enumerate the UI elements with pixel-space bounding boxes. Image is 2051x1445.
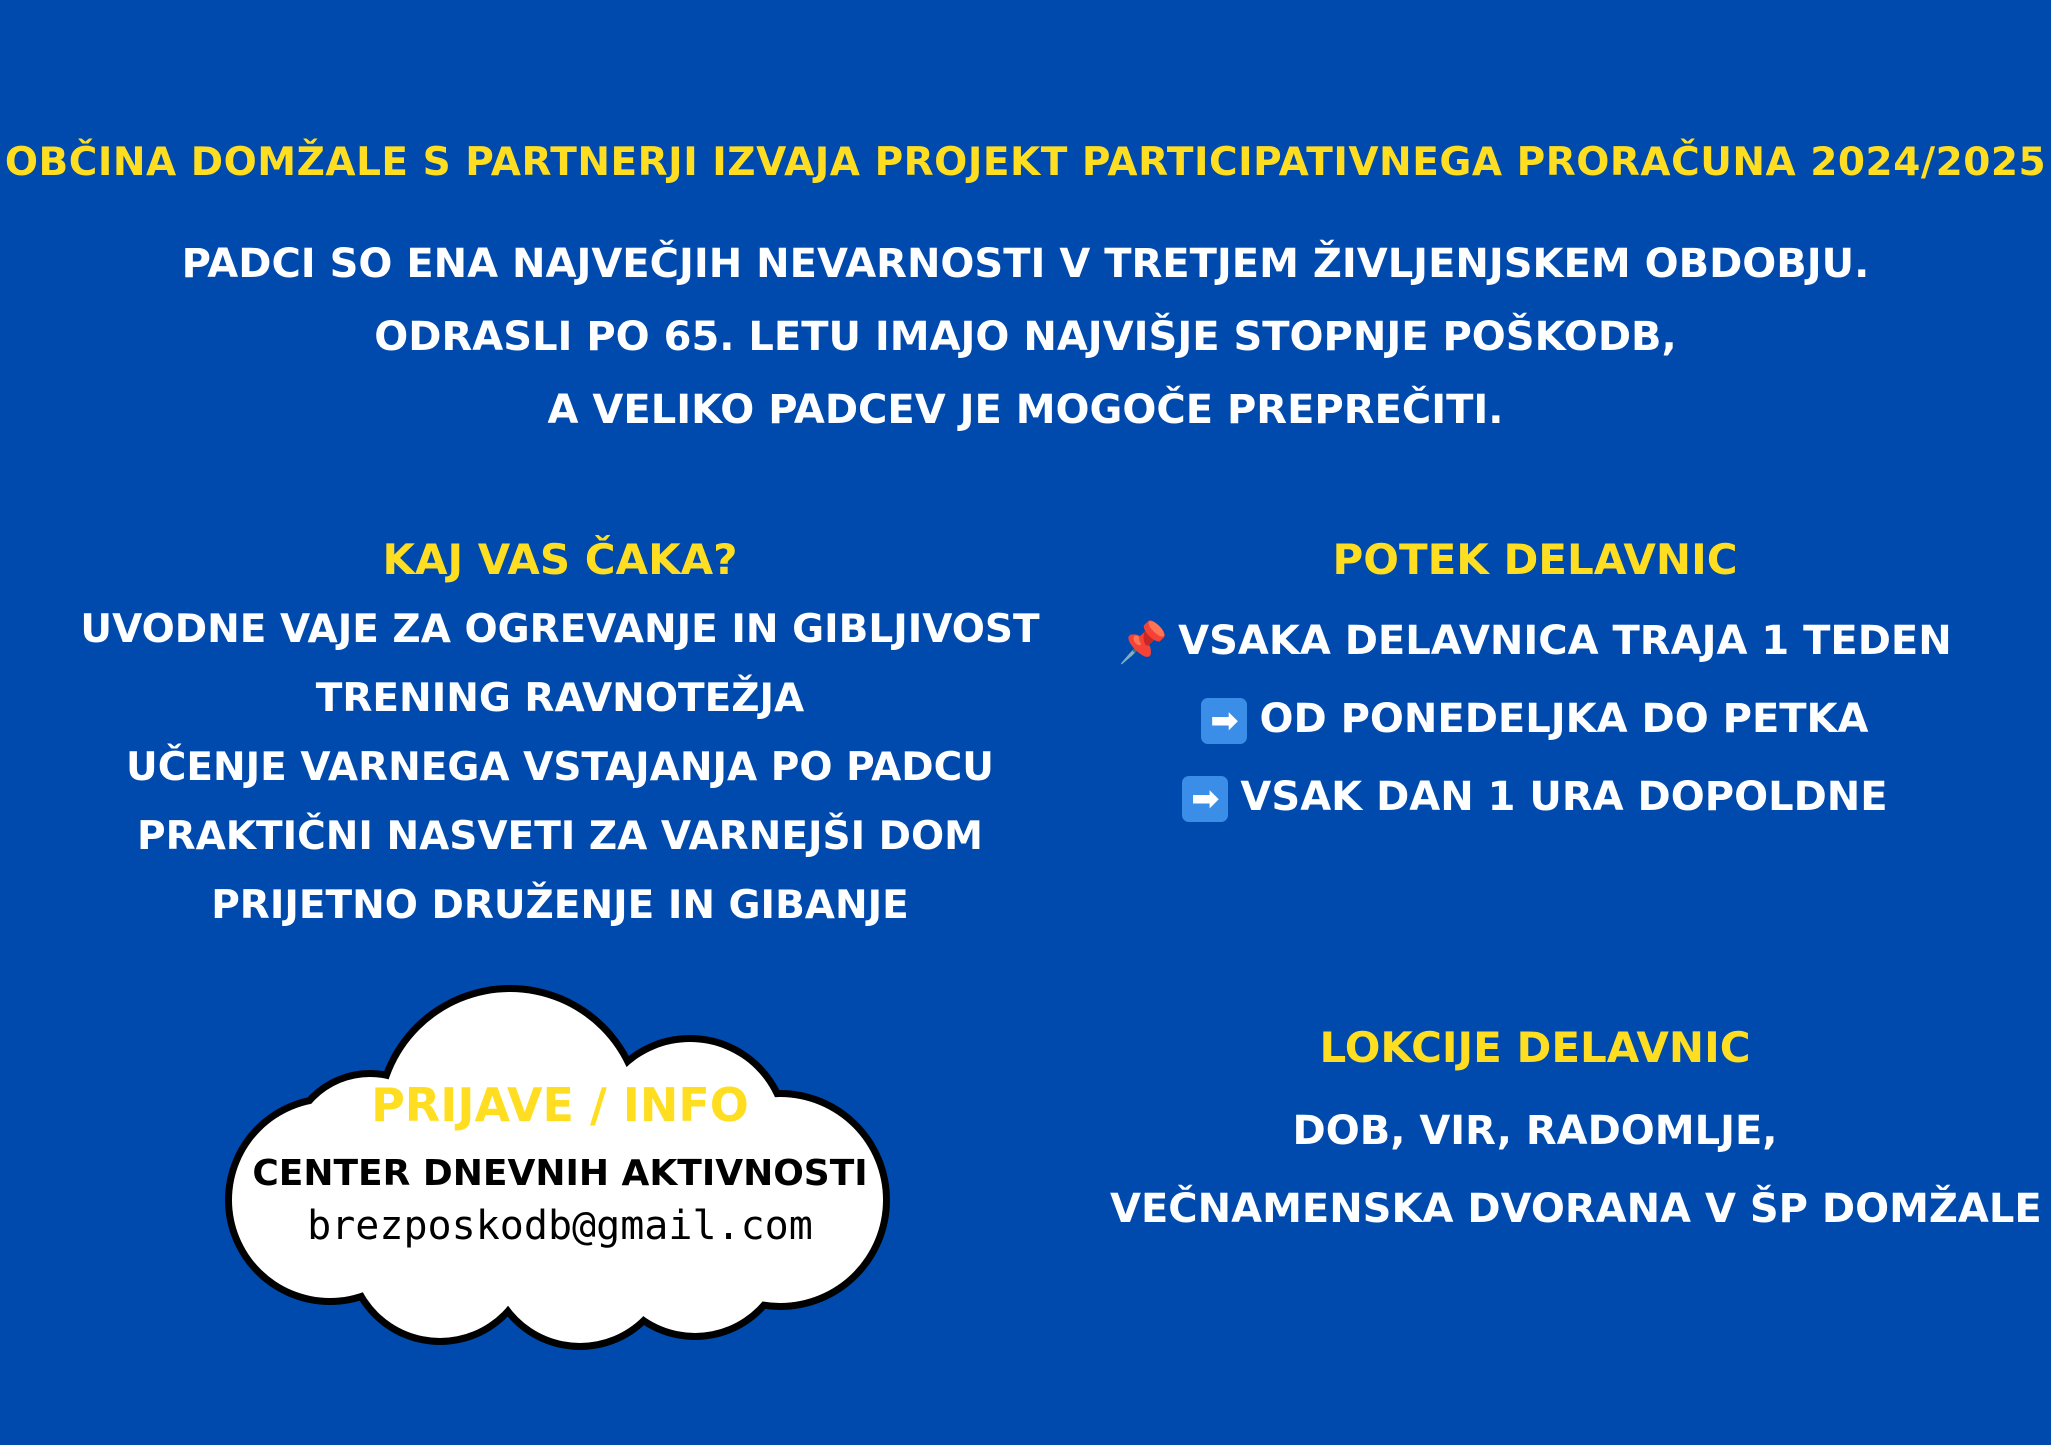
intro-line: A VELIKO PADCEV JE MOGOČE PREPREČITI. [547,387,1504,433]
locations-title: LOKCIJE DELAVNIC [1319,1023,1751,1072]
list-item-text: OD PONEDELJKA DO PETKA [1259,696,1869,742]
pushpin-icon: 📌 [1118,620,1169,666]
contact-email[interactable]: brezposkodb@gmail.com [307,1203,813,1249]
intro-text [0,228,2051,447]
workshop-flow-title: POTEK DELAVNIC [1332,535,1738,584]
location-line: DOB, VIR, RADOMLJE, [1292,1108,1778,1154]
workshop-flow-list [1110,602,1960,836]
location-line: VEČNAMENSKA DVORANA V ŠP DOMŽALE [1110,1186,2042,1232]
intro-line: ODRASLI PO 65. LETU IMAJO NAJVIŠJE STOPNJE POŠKODB, [374,314,1677,360]
intro-line: PADCI SO ENA NAJVEČJIH NEVARNOSTI V TRETJEM ŽIVLJENJSKEM OBDOBJU. [181,241,1870,287]
what-awaits-title: KAJ VAS ČAKA? [382,535,738,584]
list-item: TRENING RAVNOTEŽJA [315,676,805,721]
list-item-text: VSAK DAN 1 URA DOPOLDNE [1240,774,1888,820]
locations-list [1110,1092,2042,1248]
list-item [1110,758,1960,836]
right-arrow-icon: ➡ [1201,698,1247,744]
headline: OBČINA DOMŽALE S PARTNERJI IZVAJA PROJEKT PARTICIPATIVNEGA PRORAČUNA 2024/2025 [4,140,2047,185]
what-awaits-list [40,595,1080,940]
list-item: PRAKTIČNI NASVETI ZA VARNEJŠI DOM [136,814,983,859]
organizer-name: CENTER DNEVNIH AKTIVNOSTI [252,1153,868,1194]
list-item [1110,602,1960,680]
list-item: UČENJE VARNEGA VSTAJANJA PO PADCU [126,745,994,790]
list-item: PRIJETNO DRUŽENJE IN GIBANJE [211,883,909,928]
signup-title: PRIJAVE / INFO [371,1078,749,1132]
list-item-text: VSAKA DELAVNICA TRAJA 1 TEDEN [1178,618,1952,664]
list-item [1110,680,1960,758]
list-item: UVODNE VAJE ZA OGREVANJE IN GIBLJIVOST [80,607,1040,652]
right-arrow-icon: ➡ [1182,776,1228,822]
